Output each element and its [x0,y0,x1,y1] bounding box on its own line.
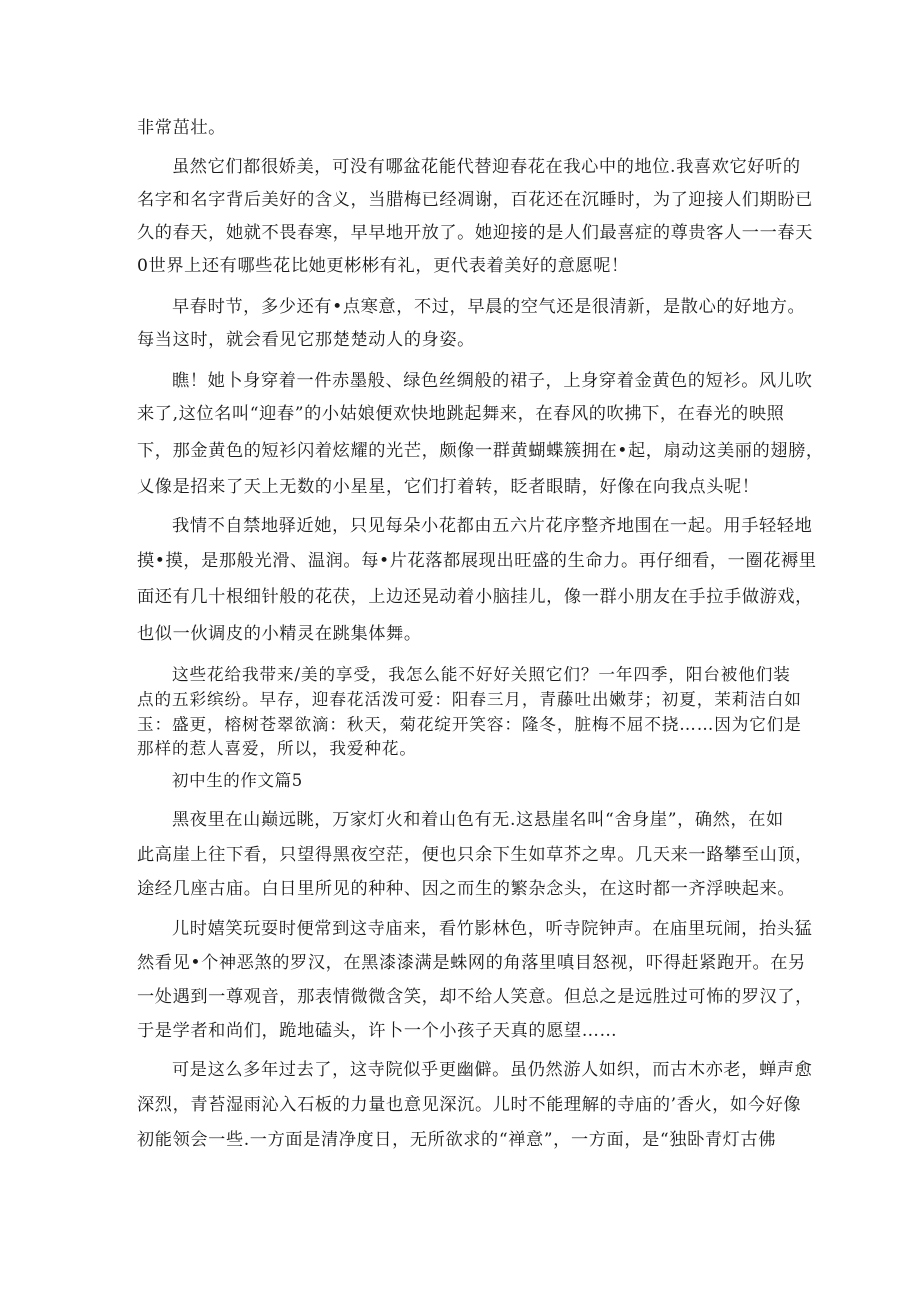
text-line: 0世界上还有哪些花比她更彬彬有礼，更代表着美好的意愿呢！ [137,256,629,276]
text-line: 每当这时，就会看见它那楚楚动人的身姿。 [137,330,475,350]
text-line: 乂像是招来了天上无数的小星星，它们打着转，眨者眼睛，好像在向我点头呢！ [137,477,760,497]
text-line: 我情不自禁地驿近她，只见每朵小花都由五六片花序整齐地围在一起。用手轻轻地 [172,516,813,536]
text-line: 面还有几十根细针般的花茯，上边还晃动着小脑挂儿，像一群小朋友在手拉手做游戏， [137,587,813,607]
text-line: 非常茁壮。 [137,118,226,138]
text-line: 名字和名字背后美好的含义，当腊梅已经凋谢，百花还在沉睡时，为了迎接人们期盼已 [137,190,813,210]
text-line: 点的五彩缤纷。早存，迎春花活泼可爱：阳春三月，青藤吐出嫩芽；初夏，茉莉洁白如 [137,690,802,709]
text-line: 可是这么多年过去了，这寺院似乎更幽僻。虽仍然游人如织，而古木亦老，蝉声愈 [172,1060,813,1080]
text-line: 途经几座古庙。白日里所见的种种、因之而生的繁杂念头，在这时都一齐浮映起来。 [137,879,796,899]
text-line: 黑夜里在山巅远眺，万家灯火和着山色有无.这悬崖名叫“舍身崖”，确然，在如 [172,810,784,830]
text-line: 早春时节，多少还有•点寒意，不过，早晨的空气还是很清新，是散心的好地方。 [172,297,806,317]
text-line: 来了,这位名叫“迎春”的小姑娘便欢快地跳起舞来，在春风的吹拂下，在春光的映照 [137,404,785,424]
text-line: 下，那金黄色的短衫闪着炫耀的光芒，颇像一群黄蝴蝶簇拥在•起，扇动这美丽的翅膀， [137,441,824,461]
text-line: 此高崖上往下看，只望得黑夜空茫，便也只余下生如草芥之卑。几天来一路攀至山顶， [137,845,813,865]
text-line: 这些花给我带来/美的享受，我怎么能不好好关照它们？一年四季，阳台被他们装 [172,665,791,684]
text-line: 也似一伙调皮的小精灵在跳集体舞。 [137,624,422,644]
text-line: 摸•摸，是那般光滑、温润。每•片花落都展现出旺盛的生命力。再仔细看，一圈花褥里 [137,551,817,571]
text-line: 深烈，青苔湿雨沁入石板的力量也意见深沉。儿时不能理解的寺庙的’香火，如今好像 [137,1095,802,1115]
text-line: 久的春天，她就不畏春寒，早早地开放了。她迎接的是人们最喜症的尊贵客人一一春天 [137,223,813,243]
text-line: 初能领会一些.一方面是清净度日，无所欲求的“禅意”，一方面，是“独卧青灯古佛 [137,1130,777,1150]
text-line: 一处遇到一尊观音，那表情微微含笑，却不给人笑意。但总之是远胜过可怖的罗汉了， [137,987,813,1007]
text-line: 玉：盛更，榕树苍翠欲滴：秋天，菊花绽开笑容：隆冬，脏梅不屈不挠……因为它们是 [137,715,802,734]
section-heading: 初中生的作文篇5 [172,771,303,790]
text-line: 瞧！她卜身穿着一件赤墨般、绿色丝绸般的裙子，上身穿着金黄色的短衫。风儿吹 [172,371,813,391]
text-line: 虽然它们都很娇美，可没有哪盆花能代替迎春花在我心中的地位.我喜欢它好听的 [172,157,801,177]
text-line: 然看见•个神恶煞的罗汉，在黑漆漆满是蛛网的角落里嗔目怒视，吓得赶紧跑开。在另 [137,953,806,973]
text-line: 那样的惹人喜爱，所以，我爱种花。 [137,739,417,758]
text-line: 儿时嬉笑玩耍时便常到这寺庙来，看竹影林色，听寺院钟声。在庙里玩闹，抬头猛 [172,919,813,939]
text-line: 于是学者和尚们，跪地磕头，许卜一个小孩子天真的愿望…… [137,1021,618,1041]
